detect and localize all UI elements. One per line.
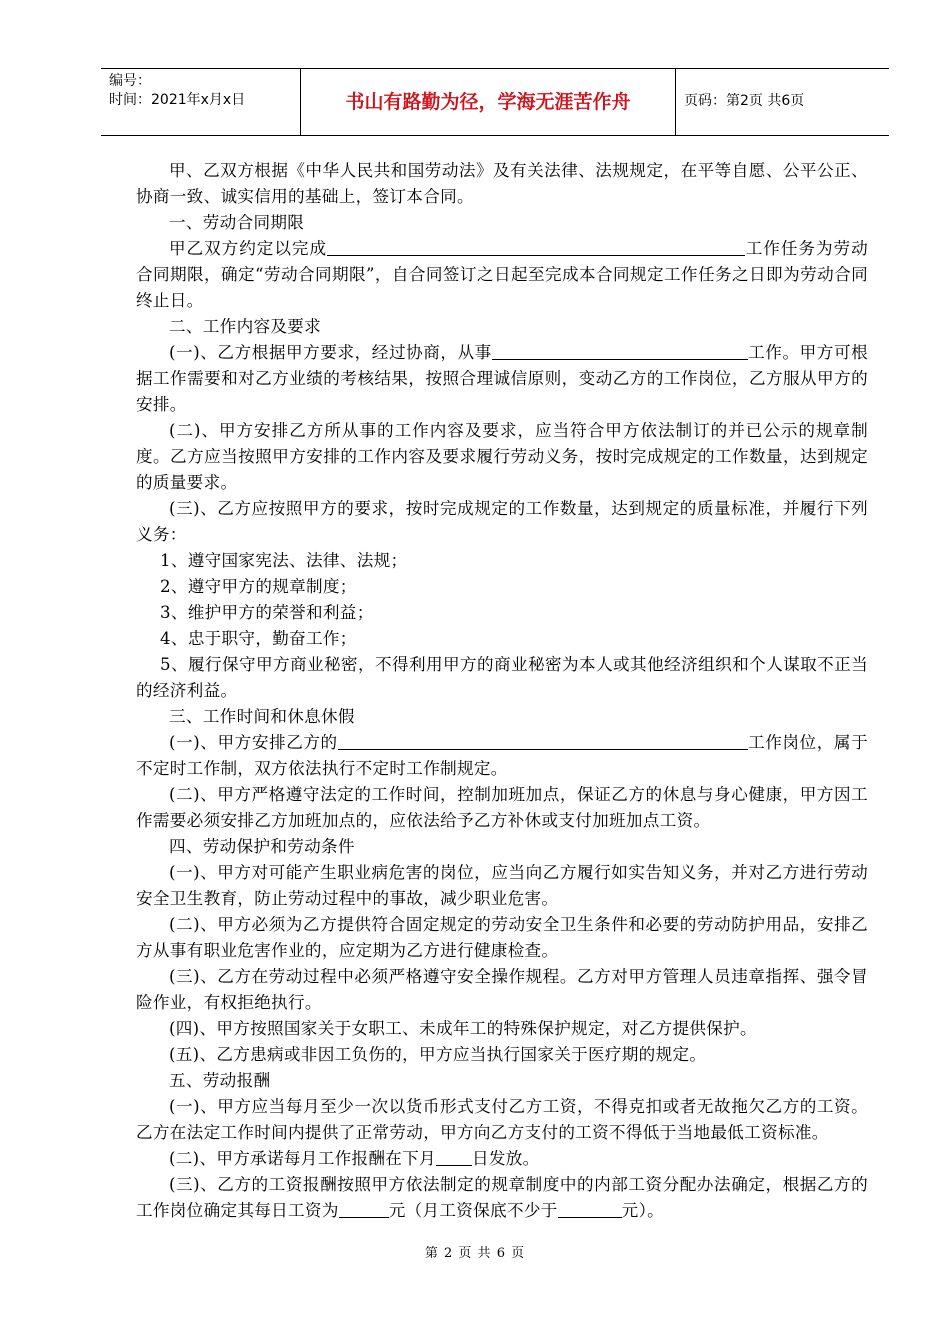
section-1-text-c: 为劳动合同期限，确定“劳动合同期限”，自合同签订之日起至完成本合同规定工作任务之日即为劳动合同终止日。 [136, 239, 869, 310]
intro-paragraph: 甲、乙双方根据《中华人民共和国劳动法》及有关法律、法规规定，在平等自愿、公平公正、协商一致、诚实信用的基础上，签订本合同。 [136, 161, 868, 206]
section-5-text-a: (二)、甲方承诺每月工作报酬在下月 [169, 1149, 436, 1168]
section-4-title: 四、劳动保护和劳动条件 [169, 837, 355, 856]
section-2-paragraph-1 [136, 340, 868, 418]
duty-item-5: 5、履行保守甲方商业秘密，不得利用甲方的商业秘密为本人或其他经济组织和个人谋取不正当的经济利益。 [136, 655, 868, 700]
section-2-paragraph-2: (二)、甲方安排乙方所从事的工作内容及要求，应当符合甲方依法制订的并已公示的规章制度。乙方应当按照甲方安排的工作内容及要求履行劳动义务，按时完成规定的工作数量，达到规定的质量要求。 [136, 421, 868, 492]
position-blank-field[interactable] [338, 731, 748, 750]
duty-item-3: 3、维护甲方的荣誉和利益； [160, 603, 374, 622]
section-5-text-b: 日发放。 [471, 1149, 540, 1168]
section-2-paragraph-3: (三)、乙方应按照甲方的要求，按时完成规定的工作数量，达到规定的质量标准，并履行下列义务： [136, 499, 868, 544]
section-5-paragraph-3 [136, 1172, 868, 1224]
page-header [101, 68, 889, 136]
header-meta-cell [101, 69, 301, 135]
section-3-paragraph-1 [136, 730, 868, 782]
section-3-title: 三、工作时间和休息休假 [169, 707, 355, 726]
section-4-paragraph-5: (五)、乙方患病或非因工负伤的，甲方应当执行国家关于医疗期的规定。 [169, 1045, 707, 1064]
duty-item-1: 1、遵守国家宪法、法律、法规； [160, 551, 408, 570]
document-number-label: 编号： [109, 73, 151, 89]
duty-item-2: 2、遵守甲方的规章制度； [160, 577, 357, 596]
section-2-text-c: 甲方可根据工作需要和对乙方业绩的考核结果，按照合理诚信原则，变动乙方的工作岗位，乙方服从甲方的安排。 [136, 343, 868, 414]
section-3-text-c: 属于不定时工作制，双方依法执行不定时工作制规定。 [136, 733, 868, 778]
daily-wage-blank-field[interactable] [339, 1199, 389, 1218]
section-5-text-c: (三)、乙方的工资报酬按照甲方依法制定的规章制度中的内部工资分配办法确定，根据乙方的工作岗位确定其每日工资为 [136, 1175, 868, 1220]
section-5-paragraph-1: (一)、甲方应当每月至少一次以货币形式支付乙方工资，不得克扣或者无故拖欠乙方的工资。乙方在法定工作时间内提供了正常劳动，甲方向乙方支付的工资不得低于当地最低工资标准。 [136, 1097, 868, 1142]
task-blank-field[interactable] [327, 237, 745, 256]
section-2-title: 二、工作内容及要求 [169, 317, 322, 336]
section-5-text-e: 元）。 [621, 1201, 665, 1220]
contract-body [136, 158, 868, 1224]
section-1-text-a: 甲乙双方约定以完成 [169, 239, 328, 258]
section-2-text-b: 工作。 [747, 343, 800, 362]
duty-item-4: 4、忠于职守，勤奋工作； [160, 629, 357, 648]
monthly-minimum-blank-field[interactable] [558, 1199, 622, 1218]
section-1-text-b: 工作任务 [745, 239, 816, 258]
section-5-paragraph-2 [136, 1146, 868, 1172]
header-page-cell [676, 69, 889, 135]
section-1-paragraph [136, 236, 868, 314]
job-blank-field[interactable] [492, 341, 748, 360]
section-1-title: 一、劳动合同期限 [169, 213, 305, 232]
section-5-title: 五、劳动报酬 [169, 1071, 271, 1090]
page-footer: 第 2 页 共 6 页 [424, 1246, 526, 1261]
section-4-paragraph-3: (三)、乙方在劳动过程中必须严格遵守安全操作规程。乙方对甲方管理人员违章指挥、强令冒险作业，有权拒绝执行。 [136, 967, 868, 1012]
header-motto: 书山有路勤为径，学海无涯苦作舟 [345, 91, 631, 113]
section-3-paragraph-2: (二)、甲方严格遵守法定的工作时间，控制加班加点，保证乙方的休息与身心健康，甲方因工作需要必须安排乙方加班加点的，应依法给予乙方补休或支付加班加点工资。 [136, 785, 868, 830]
section-5-text-d: 元（月工资保底不少于 [388, 1201, 558, 1220]
header-page-code: 页码：第2页 共6页 [684, 93, 805, 109]
section-4-paragraph-4: (四)、甲方按照国家关于女职工、未成年工的特殊保护规定，对乙方提供保护。 [169, 1019, 757, 1038]
section-4-paragraph-2: (二)、甲方必须为乙方提供符合固定规定的劳动安全卫生条件和必要的劳动防护用品，安排乙方从事有职业危害作业的，应定期为乙方进行健康检查。 [136, 915, 868, 960]
header-motto-cell [301, 69, 676, 135]
section-3-text-b: 工作岗位， [747, 733, 834, 752]
document-time-label: 时间：2021年x月x日 [109, 92, 246, 108]
section-3-text-a: (一)、甲方安排乙方的 [169, 733, 338, 752]
section-2-text-a: (一)、乙方根据甲方要求，经过协商，从事 [169, 343, 492, 362]
section-4-paragraph-1: (一)、甲方对可能产生职业病危害的岗位，应当向乙方履行如实告知义务，并对乙方进行劳动安全卫生教育，防止劳动过程中的事故，减少职业危害。 [136, 863, 868, 908]
payday-blank-field[interactable] [436, 1147, 472, 1166]
